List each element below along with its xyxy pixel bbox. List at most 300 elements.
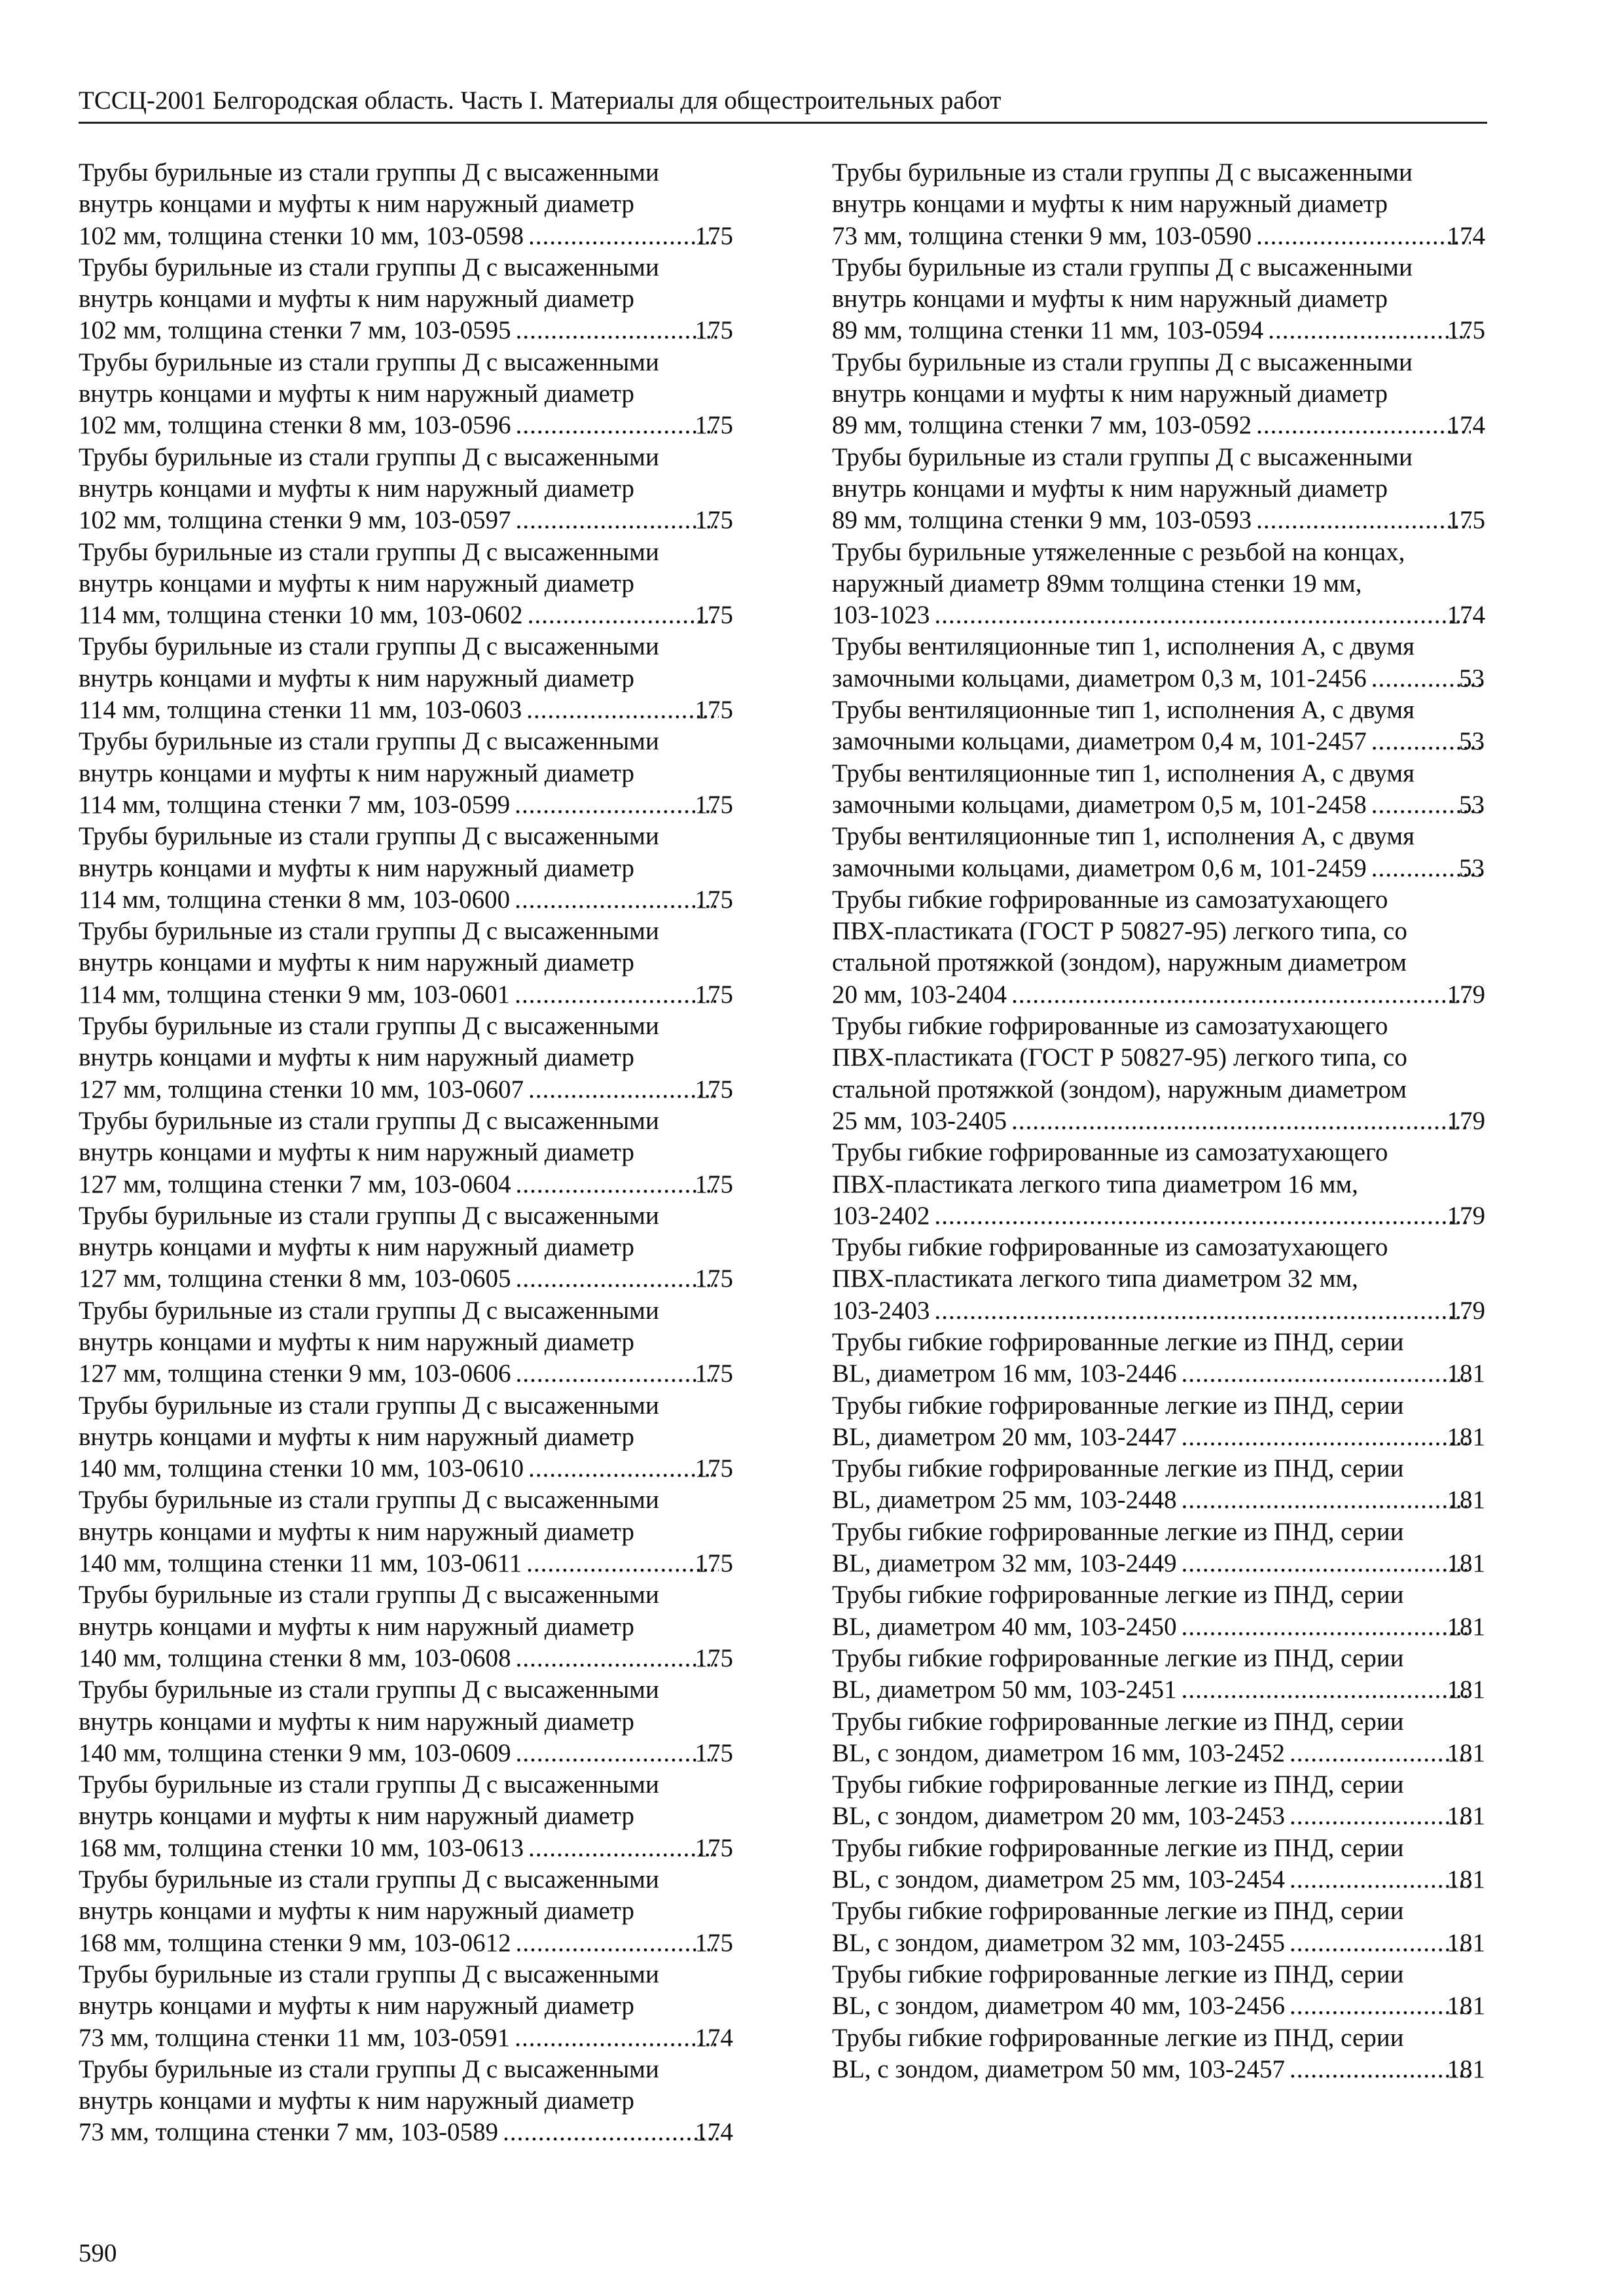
entry-line: Трубы бурильные из стали группы Д с высаженными	[79, 1770, 659, 1799]
entry-line: Трубы гибкие гофрированные из самозатухающего	[832, 1233, 1388, 1262]
dot-leader	[1180, 1422, 1471, 1453]
entry-line: Трубы гибкие гофрированные легкие из ПНД, серии	[832, 1327, 1404, 1356]
entry-code: 103-1023	[832, 601, 930, 630]
entry-code: замочными кольцами, диаметром 0,4 м, 101-2457	[832, 727, 1367, 756]
entry-page-ref: 181	[1447, 1676, 1485, 1704]
entry-line: Трубы бурильные из стали группы Д с высаженными	[79, 1106, 659, 1135]
entry-last-line	[79, 1358, 733, 1390]
index-entry	[832, 758, 1485, 821]
dot-leader	[526, 1074, 718, 1105]
entry-last-line	[79, 1169, 733, 1200]
index-entry	[79, 1674, 733, 1769]
entry-line: Трубы вентиляционные тип 1, исполнения А, с двумя	[832, 696, 1415, 725]
entry-line: внутрь концами и муфты к ним наружный диаметр	[79, 474, 634, 503]
dot-leader	[1288, 1738, 1470, 1769]
entry-line: внутрь концами и муфты к ним наружный диаметр	[79, 190, 634, 219]
entry-last-line	[832, 505, 1485, 536]
index-entry	[79, 157, 733, 252]
dot-leader	[524, 694, 718, 726]
index-entry	[79, 916, 733, 1011]
entry-page-ref: 175	[695, 980, 733, 1009]
entry-code: BL, с зондом, диаметром 25 мм, 103-2454	[832, 1865, 1286, 1894]
entry-page-ref: 181	[1447, 1992, 1485, 2020]
entry-code: 140 мм, толщина стенки 9 мм, 103-0609	[79, 1738, 511, 1767]
dot-leader	[501, 2117, 718, 2148]
entry-page-ref: 175	[695, 1359, 733, 1388]
entry-code: 73 мм, толщина стенки 9 мм, 103-0590	[832, 221, 1252, 250]
entry-line: внутрь концами и муфты к ним наружный диаметр	[79, 1802, 634, 1831]
entry-last-line	[79, 789, 733, 821]
entry-line: наружный диаметр 89мм толщина стенки 19 мм,	[832, 569, 1362, 598]
entry-page-ref: 175	[1447, 506, 1485, 535]
dot-leader	[1288, 1928, 1470, 1959]
index-entry	[79, 1390, 733, 1485]
entry-line: стальной протяжкой (зондом), наружным диаметром	[832, 948, 1407, 977]
index-entry	[79, 1484, 733, 1579]
entry-code: 114 мм, толщина стенки 9 мм, 103-0601	[79, 980, 511, 1009]
dot-leader	[513, 789, 718, 821]
entry-line: Трубы бурильные из стали группы Д с высаженными	[79, 1865, 659, 1894]
entry-page-ref: 181	[1447, 1738, 1485, 1767]
dot-leader	[514, 505, 719, 536]
entry-page-ref: 175	[695, 1833, 733, 1862]
entry-last-line	[832, 315, 1485, 346]
index-entry	[79, 1769, 733, 1864]
entry-page-ref: 174	[1447, 411, 1485, 440]
index-entry	[79, 821, 733, 916]
entry-page-ref: 181	[1447, 1612, 1485, 1641]
entry-last-line	[832, 1484, 1485, 1516]
entry-last-line	[832, 1738, 1485, 1769]
dot-leader	[513, 2022, 718, 2054]
entry-line: Трубы бурильные из стали группы Д с высаженными	[79, 1391, 659, 1420]
entry-line: Трубы бурильные из стали группы Д с высаженными	[79, 1581, 659, 1609]
entry-line: Трубы вентиляционные тип 1, исполнения А, с двумя	[832, 632, 1415, 661]
dot-leader	[1180, 1674, 1471, 1706]
entry-page-ref: 175	[695, 316, 733, 345]
entry-code: 127 мм, толщина стенки 8 мм, 103-0605	[79, 1265, 511, 1293]
entry-last-line	[79, 1928, 733, 1959]
index-entry	[79, 1864, 733, 1959]
entry-page-ref: 174	[695, 2118, 733, 2147]
entry-line: Трубы гибкие гофрированные легкие из ПНД, серии	[832, 1391, 1404, 1420]
entry-line: Трубы бурильные из стали группы Д с высаженными	[79, 632, 659, 661]
entry-line: внутрь концами и муфты к ним наружный диаметр	[79, 1992, 634, 2020]
entry-line: Трубы бурильные из стали группы Д с высаженными	[832, 348, 1413, 376]
dot-leader	[1180, 1358, 1471, 1390]
dot-leader	[1009, 1105, 1470, 1137]
entry-code: 127 мм, толщина стенки 7 мм, 103-0604	[79, 1170, 511, 1198]
entry-code: BL, диаметром 32 мм, 103-2449	[832, 1549, 1177, 1578]
entry-line: Трубы вентиляционные тип 1, исполнения А, с двумя	[832, 822, 1415, 851]
index-entry	[832, 884, 1485, 1011]
entry-code: 103-2402	[832, 1201, 930, 1230]
entry-line: Трубы бурильные из стали группы Д с высаженными	[79, 253, 659, 281]
dot-leader	[513, 884, 718, 916]
entry-code: BL, с зондом, диаметром 50 мм, 103-2457	[832, 2054, 1286, 2083]
entry-page-ref: 179	[1447, 1201, 1485, 1230]
entry-code: BL, с зондом, диаметром 40 мм, 103-2456	[832, 1992, 1286, 2020]
index-entry	[79, 537, 733, 632]
entry-page-ref: 175	[695, 601, 733, 630]
index-entry	[832, 1706, 1485, 1770]
entry-last-line: замочными кольцами, диаметром 0,3 м, 101-2456 ..... 53	[858, 663, 1485, 694]
entry-page-ref: 179	[1447, 980, 1485, 1009]
entry-page-ref: 174	[1447, 601, 1485, 630]
entry-line: Трубы гибкие гофрированные легкие из ПНД, серии	[832, 1517, 1404, 1546]
index-entry	[832, 1959, 1485, 2022]
entry-code: 102 мм, толщина стенки 10 мм, 103-0598	[79, 221, 524, 250]
entry-last-line	[832, 1611, 1485, 1643]
index-column-left	[79, 157, 733, 2149]
entry-code: 114 мм, толщина стенки 8 мм, 103-0600	[79, 885, 511, 914]
entry-line: Трубы бурильные из стали группы Д с высаженными	[79, 1960, 659, 1988]
entry-page-ref: 175	[695, 1928, 733, 1957]
dot-leader	[514, 1169, 719, 1200]
dot-leader	[526, 1453, 718, 1484]
entry-last-line	[79, 1074, 733, 1105]
entry-last-line	[79, 2022, 733, 2054]
entry-line: Трубы бурильные из стали группы Д с высаженными	[79, 158, 659, 187]
index-entry	[79, 252, 733, 347]
entry-line: внутрь концами и муфты к ним наружный диаметр	[79, 2087, 634, 2115]
entry-code: замочными кольцами, диаметром 0,6 м, 101-2459	[832, 853, 1367, 882]
index-entry	[79, 2054, 733, 2149]
entry-last-line	[832, 1801, 1485, 1832]
entry-code: 114 мм, толщина стенки 10 мм, 103-0602	[79, 601, 523, 630]
entry-line: Трубы гибкие гофрированные легкие из ПНД, серии	[832, 1707, 1404, 1736]
index-entry	[832, 1390, 1485, 1454]
entry-page-ref: 181	[1447, 1359, 1485, 1388]
entry-last-line	[79, 1643, 733, 1674]
dot-leader	[1254, 221, 1470, 252]
entry-code: 73 мм, толщина стенки 11 мм, 103-0591	[79, 2023, 511, 2052]
entry-last-line	[832, 1200, 1485, 1232]
entry-code: BL, диаметром 40 мм, 103-2450	[832, 1612, 1177, 1641]
entry-code: 20 мм, 103-2404	[832, 980, 1007, 1009]
entry-line: Трубы бурильные из стали группы Д с высаженными	[79, 1012, 659, 1041]
entry-line: ПВХ-пластиката (ГОСТ Р 50827-95) легкого типа, со	[832, 1043, 1407, 1072]
entry-code: замочными кольцами, диаметром 0,5 м, 101-2458	[832, 790, 1367, 819]
entry-last-line: замочными кольцами, диаметром 0,6 м, 101-2459 ..... 53	[858, 853, 1485, 884]
entry-code: 102 мм, толщина стенки 7 мм, 103-0595	[79, 316, 511, 345]
entry-last-line	[79, 1738, 733, 1769]
entry-line: стальной протяжкой (зондом), наружным диаметром	[832, 1075, 1407, 1103]
dot-leader	[933, 600, 1471, 631]
entry-line: Трубы бурильные из стали группы Д с высаженными	[832, 442, 1413, 471]
index-entry	[832, 1232, 1485, 1327]
entry-page-ref: 181	[1447, 2054, 1485, 2083]
entry-last-line	[79, 1263, 733, 1295]
entry-last-line	[832, 1295, 1485, 1327]
entry-line: Трубы бурильные из стали группы Д с высаженными	[832, 158, 1413, 187]
entry-line: внутрь концами и муфты к ним наружный диаметр	[79, 759, 634, 787]
entry-page-ref: 181	[1447, 1549, 1485, 1578]
entry-line: ПВХ-пластиката (ГОСТ Р 50827-95) легкого типа, со	[832, 917, 1407, 946]
index-entry	[832, 1516, 1485, 1580]
entry-line: внутрь концами и муфты к ним наружный диаметр	[832, 285, 1388, 314]
entry-line: Трубы вентиляционные тип 1, исполнения А, с двумя	[832, 759, 1415, 787]
dot-leader	[933, 1295, 1471, 1327]
index-entry	[79, 1295, 733, 1390]
entry-line: Трубы гибкие гофрированные легкие из ПНД, серии	[832, 2023, 1404, 2052]
entry-last-line	[832, 1990, 1485, 2022]
entry-code: замочными кольцами, диаметром 0,3 м, 101-2456	[832, 664, 1367, 692]
entry-line: внутрь концами и муфты к ним наружный диаметр	[832, 380, 1388, 408]
entry-last-line	[832, 1674, 1485, 1706]
entry-line: Трубы гибкие гофрированные легкие из ПНД, серии	[832, 1897, 1404, 1926]
dot-leader	[1180, 1548, 1471, 1579]
entry-code: BL, диаметром 25 мм, 103-2448	[832, 1486, 1177, 1515]
entry-last-line	[79, 2117, 733, 2148]
index-entry	[79, 726, 733, 821]
entry-line: Трубы бурильные из стали группы Д с высаженными	[79, 1486, 659, 1515]
entry-line: внутрь концами и муфты к ним наружный диаметр	[79, 664, 634, 692]
index-entry	[79, 347, 733, 442]
page-number: 590	[79, 2239, 117, 2267]
entry-last-line	[832, 1548, 1485, 1579]
entry-last-line	[832, 979, 1485, 1011]
index-entry	[832, 537, 1485, 632]
dot-leader	[1288, 1801, 1470, 1832]
entry-page-ref: 179	[1447, 1106, 1485, 1135]
entry-line: внутрь концами и муфты к ним наружный диаметр	[79, 1043, 634, 1072]
index-entry	[79, 631, 733, 726]
dot-leader	[526, 1833, 718, 1864]
index-entry	[832, 631, 1485, 694]
entry-code: BL, с зондом, диаметром 32 мм, 103-2455	[832, 1928, 1286, 1957]
entry-page-ref: 181	[1447, 1422, 1485, 1451]
entry-page-ref: 175	[695, 790, 733, 819]
entry-code: 25 мм, 103-2405	[832, 1106, 1007, 1135]
index-entry	[832, 1895, 1485, 1959]
dot-leader	[526, 600, 719, 631]
entry-last-line	[832, 1422, 1485, 1453]
index-entry	[79, 1105, 733, 1200]
entry-code: 140 мм, толщина стенки 8 мм, 103-0608	[79, 1643, 511, 1672]
entry-line: ПВХ-пластиката легкого типа диаметром 16 мм,	[832, 1170, 1358, 1198]
entry-last-line	[79, 221, 733, 252]
index-entry	[79, 1200, 733, 1295]
entry-last-line	[79, 505, 733, 536]
entry-line: Трубы бурильные из стали группы Д с высаженными	[79, 1676, 659, 1704]
entry-line: Трубы бурильные из стали группы Д с высаженными	[79, 917, 659, 946]
entry-line: Трубы гибкие гофрированные из самозатухающего	[832, 1012, 1388, 1041]
index-entry	[832, 1643, 1485, 1706]
entry-line: внутрь концами и муфты к ним наружный диаметр	[832, 474, 1388, 503]
dot-leader	[514, 315, 719, 346]
entry-line: внутрь концами и муфты к ним наружный диаметр	[79, 380, 634, 408]
index-entry	[832, 1327, 1485, 1390]
index-entry	[832, 1137, 1485, 1232]
index-entry	[832, 821, 1485, 884]
entry-line: Трубы бурильные из стали группы Д с высаженными	[79, 822, 659, 851]
entry-page-ref: 181	[1447, 1802, 1485, 1831]
entry-line: Трубы бурильные из стали группы Д с высаженными	[832, 253, 1413, 281]
entry-page-ref: 181	[1447, 1865, 1485, 1894]
entry-line: внутрь концами и муфты к ним наружный диаметр	[79, 1327, 634, 1356]
entry-line: внутрь концами и муфты к ним наружный диаметр	[79, 1612, 634, 1641]
entry-code: 114 мм, толщина стенки 7 мм, 103-0599	[79, 790, 511, 819]
entry-last-line	[832, 1928, 1485, 1959]
dot-leader	[1288, 1990, 1470, 2022]
entry-last-line	[79, 979, 733, 1011]
index-entry	[832, 1833, 1485, 1896]
index-entry	[79, 1579, 733, 1674]
dot-leader	[524, 1548, 718, 1579]
entry-code: 168 мм, толщина стенки 9 мм, 103-0612	[79, 1928, 511, 1957]
entry-page-ref: 175	[695, 411, 733, 440]
dot-leader	[1254, 505, 1470, 536]
entry-page-ref: 175	[1447, 316, 1485, 345]
entry-code: 73 мм, толщина стенки 7 мм, 103-0589	[79, 2118, 499, 2147]
dot-leader	[526, 221, 718, 252]
entry-line: Трубы бурильные утяжеленные с резьбой на концах,	[832, 537, 1405, 566]
entry-last-line	[832, 1864, 1485, 1895]
entry-page-ref: 181	[1447, 1486, 1485, 1515]
entry-last-line	[832, 2054, 1485, 2085]
entry-line: Трубы гибкие гофрированные из самозатухающего	[832, 885, 1388, 914]
page-header: ТССЦ-2001 Белгородская область. Часть I. Материалы для общестроительных работ	[79, 82, 1487, 124]
entry-last-line	[832, 410, 1485, 441]
index-entry	[832, 157, 1485, 252]
entry-line: внутрь концами и муфты к ним наружный диаметр	[79, 1897, 634, 1926]
entry-line: Трубы гибкие гофрированные легкие из ПНД, серии	[832, 1960, 1404, 1988]
entry-line: Трубы бурильные из стали группы Д с высаженными	[79, 1296, 659, 1325]
entry-line: Трубы бурильные из стали группы Д с высаженными	[79, 1201, 659, 1230]
dot-leader	[513, 979, 718, 1011]
entry-last-line	[832, 221, 1485, 252]
entry-line: Трубы бурильные из стали группы Д с высаженными	[79, 442, 659, 471]
entry-line: внутрь концами и муфты к ним наружный диаметр	[79, 1233, 634, 1262]
entry-line: Трубы бурильные из стали группы Д с высаженными	[79, 348, 659, 376]
index-entry	[832, 442, 1485, 537]
dot-leader	[1288, 1864, 1470, 1895]
dot-leader	[514, 1738, 719, 1769]
entry-page-ref: 175	[695, 1170, 733, 1198]
dot-leader	[514, 1928, 719, 1959]
entry-code: BL, диаметром 20 мм, 103-2447	[832, 1422, 1177, 1451]
index-entry	[832, 1769, 1485, 1833]
entry-last-line	[79, 1833, 733, 1864]
entry-last-line: замочными кольцами, диаметром 0,5 м, 101-2458 ..... 53	[858, 789, 1485, 821]
entry-code: 140 мм, толщина стенки 11 мм, 103-0611	[79, 1549, 522, 1578]
dot-leader	[933, 1200, 1471, 1232]
entry-page-ref: 175	[695, 1075, 733, 1103]
entry-page-ref: 174	[1447, 221, 1485, 250]
entry-code: 89 мм, толщина стенки 7 мм, 103-0592	[832, 411, 1252, 440]
entry-last-line	[79, 600, 733, 631]
entry-code: 102 мм, толщина стенки 9 мм, 103-0597	[79, 506, 511, 535]
entry-line: внутрь концами и муфты к ним наружный диаметр	[79, 948, 634, 977]
entry-line: Трубы гибкие гофрированные легкие из ПНД, серии	[832, 1454, 1404, 1483]
entry-page-ref: 175	[695, 506, 733, 535]
index-entry	[832, 1453, 1485, 1516]
dot-leader	[1180, 1484, 1471, 1516]
dot-leader	[1254, 410, 1470, 441]
entry-code: 89 мм, толщина стенки 11 мм, 103-0594	[832, 316, 1264, 345]
index-entry	[832, 347, 1485, 442]
dot-leader	[1009, 979, 1470, 1011]
entry-line: внутрь концами и муфты к ним наружный диаметр	[832, 190, 1388, 219]
entry-last-line	[79, 410, 733, 441]
index-entry	[832, 1579, 1485, 1643]
entry-code: BL, с зондом, диаметром 16 мм, 103-2452	[832, 1738, 1286, 1767]
index-column-right	[832, 157, 1485, 2085]
index-entry	[832, 252, 1485, 347]
entry-code: BL, диаметром 16 мм, 103-2446	[832, 1359, 1177, 1388]
entry-line: внутрь концами и муфты к ним наружный диаметр	[79, 853, 634, 882]
dot-leader	[514, 1263, 719, 1295]
entry-last-line	[832, 1358, 1485, 1390]
entry-line: внутрь концами и муфты к ним наружный диаметр	[79, 1517, 634, 1546]
dot-leader	[514, 1358, 719, 1390]
index-entry	[832, 1011, 1485, 1137]
entry-code: BL, с зондом, диаметром 20 мм, 103-2453	[832, 1802, 1286, 1831]
entry-line: Трубы гибкие гофрированные легкие из ПНД, серии	[832, 1770, 1404, 1799]
index-entry	[79, 1959, 733, 2054]
index-entry	[79, 1011, 733, 1105]
entry-code: 114 мм, толщина стенки 11 мм, 103-0603	[79, 696, 522, 725]
entry-code: 127 мм, толщина стенки 10 мм, 103-0607	[79, 1075, 524, 1103]
entry-page-ref: 179	[1447, 1296, 1485, 1325]
entry-line: внутрь концами и муфты к ним наружный диаметр	[79, 1138, 634, 1167]
entry-line: Трубы бурильные из стали группы Д с высаженными	[79, 537, 659, 566]
dot-leader	[1288, 2054, 1470, 2085]
entry-page-ref: 175	[695, 221, 733, 250]
entry-line: внутрь концами и муфты к ним наружный диаметр	[79, 569, 634, 598]
entry-code: 89 мм, толщина стенки 9 мм, 103-0593	[832, 506, 1252, 535]
entry-line: Трубы гибкие гофрированные легкие из ПНД, серии	[832, 1581, 1404, 1609]
entry-page-ref: 174	[695, 2023, 733, 2052]
entry-page-ref: 175	[695, 885, 733, 914]
entry-last-line	[79, 315, 733, 346]
index-entry	[79, 442, 733, 537]
entry-line: Трубы гибкие гофрированные из самозатухающего	[832, 1138, 1388, 1167]
entry-last-line	[832, 600, 1485, 631]
entry-code: 103-2403	[832, 1296, 930, 1325]
entry-code: 102 мм, толщина стенки 8 мм, 103-0596	[79, 411, 511, 440]
index-entry	[832, 694, 1485, 758]
entry-last-line	[832, 1105, 1485, 1137]
dot-leader	[514, 1643, 719, 1674]
entry-page-ref: 175	[695, 1549, 733, 1578]
entry-line: Трубы бурильные из стали группы Д с высаженными	[79, 727, 659, 756]
entry-line: внутрь концами и муфты к ним наружный диаметр	[79, 285, 634, 314]
entry-page-ref: 175	[695, 1738, 733, 1767]
entry-last-line	[79, 884, 733, 916]
entry-line: Трубы гибкие гофрированные легкие из ПНД, серии	[832, 1643, 1404, 1672]
entry-last-line	[79, 694, 733, 726]
entry-page-ref: 175	[695, 1643, 733, 1672]
entry-line: внутрь концами и муфты к ним наружный диаметр	[79, 1707, 634, 1736]
entry-line: Трубы бурильные из стали группы Д с высаженными	[79, 2054, 659, 2083]
dot-leader	[1266, 315, 1470, 346]
entry-code: 127 мм, толщина стенки 9 мм, 103-0606	[79, 1359, 511, 1388]
entry-last-line	[79, 1453, 733, 1484]
entry-page-ref: 175	[695, 696, 733, 725]
entry-line: ПВХ-пластиката легкого типа диаметром 32 мм,	[832, 1265, 1358, 1293]
entry-page-ref: 175	[695, 1454, 733, 1483]
dot-leader	[1180, 1611, 1471, 1643]
entry-line: Трубы гибкие гофрированные легкие из ПНД, серии	[832, 1833, 1404, 1862]
index-entry	[832, 2022, 1485, 2086]
entry-page-ref: 175	[695, 1265, 733, 1293]
entry-last-line	[79, 1548, 733, 1579]
entry-code: BL, диаметром 50 мм, 103-2451	[832, 1676, 1177, 1704]
entry-code: 140 мм, толщина стенки 10 мм, 103-0610	[79, 1454, 524, 1483]
entry-line: внутрь концами и муфты к ним наружный диаметр	[79, 1422, 634, 1451]
